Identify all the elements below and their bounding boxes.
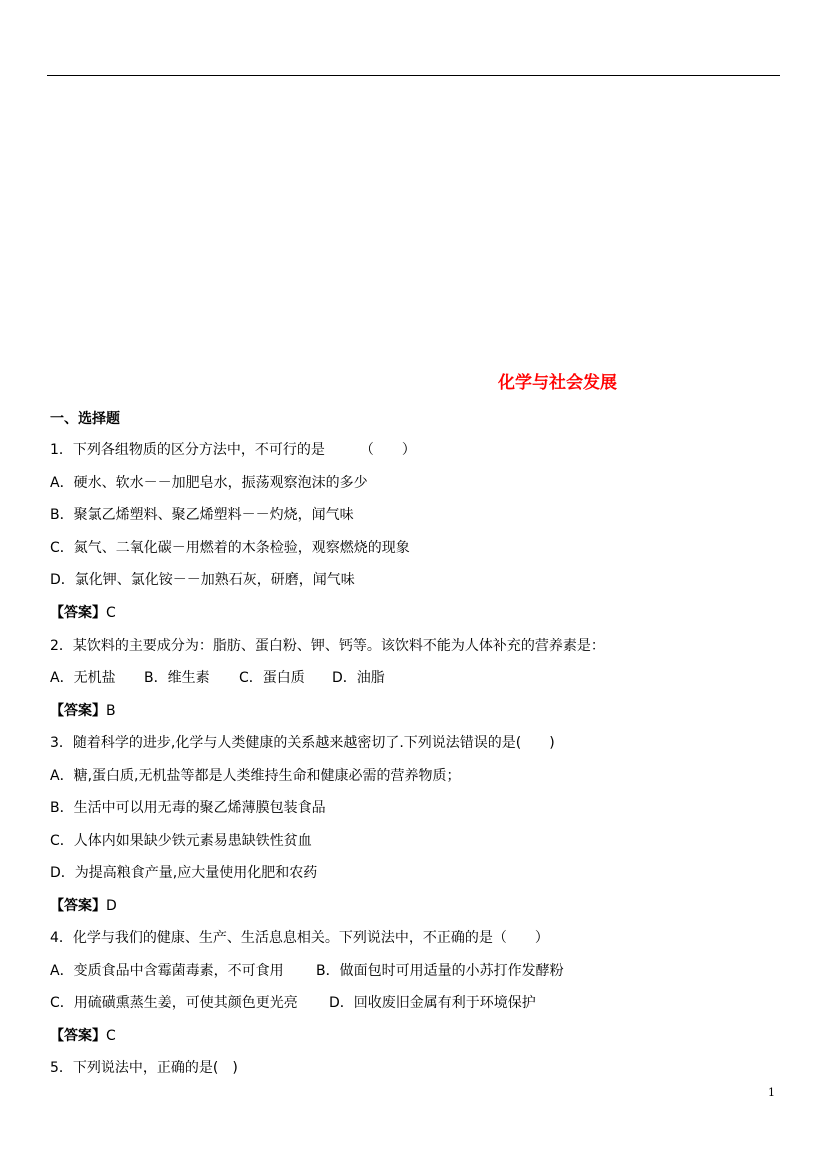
question-3-answer <box>50 896 117 916</box>
question-4-stem: 4．化学与我们的健康、生产、生活息息相关。下列说法中，不正确的是（ ） <box>50 930 549 946</box>
header-rule <box>47 75 780 76</box>
question-1-stem: 1．下列各组物质的区分方法中，不可行的是 （ ） <box>50 442 416 458</box>
question-3-option-d: D．为提高粮食产量,应大量使用化肥和农药 <box>50 865 318 881</box>
section-heading: 一、选择题 <box>50 411 120 427</box>
question-3-option-c: C．人体内如果缺少铁元素易患缺铁性贫血 <box>50 833 312 849</box>
question-1-option-d: D．氯化钾、氯化铵－－加熟石灰，研磨，闻气味 <box>50 572 355 588</box>
answer-value: C <box>106 1028 116 1044</box>
answer-tag: 【答案】 <box>50 605 106 621</box>
question-1-answer <box>50 603 116 623</box>
question-4-option-a: A．变质食品中含霉菌毒素，不可食用 <box>50 963 284 979</box>
question-4-options-cd <box>50 993 536 1013</box>
question-5-stem: 5．下列说法中，正确的是( ) <box>50 1060 238 1076</box>
question-4-option-b: B．做面包时可用适量的小苏打作发酵粉 <box>316 963 564 979</box>
question-3-option-a: A．糖,蛋白质,无机盐等都是人类维持生命和健康必需的营养物质； <box>50 768 461 784</box>
answer-tag: 【答案】 <box>50 1028 106 1044</box>
question-4-options-ab <box>50 961 564 981</box>
question-2-options <box>50 668 385 688</box>
question-4-answer <box>50 1026 116 1046</box>
question-2-option-d: D．油脂 <box>332 670 385 686</box>
question-3-option-b: B．生活中可以用无毒的聚乙烯薄膜包装食品 <box>50 800 326 816</box>
question-2-option-c: C．蛋白质 <box>239 670 305 686</box>
answer-value: D <box>106 898 117 914</box>
question-2-option-b: B．维生素 <box>144 670 210 686</box>
question-3-stem: 3．随着科学的进步,化学与人类健康的关系越来越密切了.下列说法错误的是( ) <box>50 735 555 751</box>
question-1-option-c: C．氮气、二氧化碳－用燃着的木条检验，观察燃烧的现象 <box>50 540 410 556</box>
answer-tag: 【答案】 <box>50 898 106 914</box>
answer-value: C <box>106 605 116 621</box>
document-title: 化学与社会发展 <box>498 373 617 393</box>
answer-tag: 【答案】 <box>50 703 106 719</box>
page-number: 1 <box>768 1086 775 1099</box>
question-2-stem: 2．某饮料的主要成分为：脂肪、蛋白粉、钾、钙等。该饮料不能为人体补充的营养素是： <box>50 638 605 654</box>
question-2-option-a: A．无机盐 <box>50 670 116 686</box>
question-4-option-c: C．用硫磺熏蒸生姜，可使其颜色更光亮 <box>50 995 298 1011</box>
question-4-option-d: D．回收废旧金属有利于环境保护 <box>329 995 536 1011</box>
question-1-option-a: A．硬水、软水－－加肥皂水，振荡观察泡沫的多少 <box>50 475 368 491</box>
answer-value: B <box>106 703 116 719</box>
question-1-option-b: B．聚氯乙烯塑料、聚乙烯塑料－－灼烧，闻气味 <box>50 507 354 523</box>
question-2-answer <box>50 701 116 721</box>
